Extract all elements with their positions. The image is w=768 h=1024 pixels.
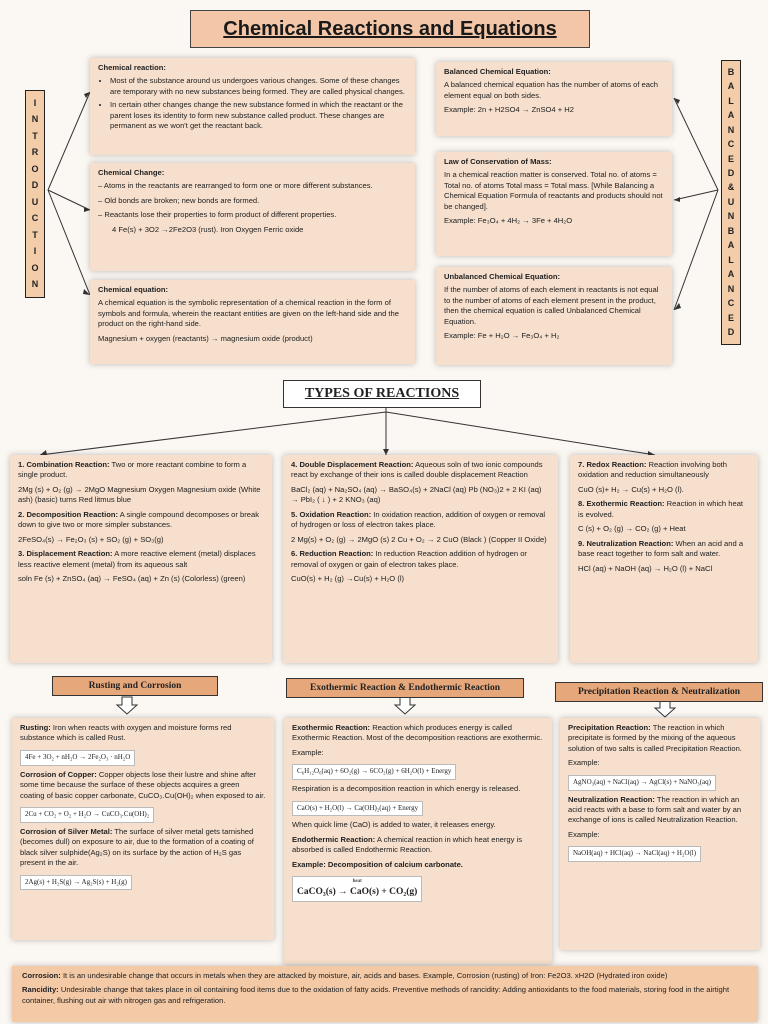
oxidation-title: 5. Oxidation Reaction:: [291, 509, 372, 519]
vertical-letter: &: [727, 182, 735, 193]
neutralization-title: 9. Neutralization Reaction:: [578, 538, 674, 548]
vertical-letter: E: [727, 153, 734, 164]
chemical-reaction-heading: Chemical reaction:: [98, 63, 166, 72]
precipitation-neutralization-label: Precipitation Reaction & Neutralization: [555, 682, 763, 702]
types-column-2: [283, 455, 558, 663]
vertical-letter: U: [727, 196, 735, 207]
neutralization-text: When an acid and a base react together to form salt and water.: [578, 538, 744, 559]
vertical-letter: T: [32, 130, 38, 141]
vertical-letter: A: [727, 81, 735, 92]
vertical-letter: A: [727, 110, 735, 121]
vertical-letter: I: [33, 97, 37, 108]
types-of-reactions-title: TYPES OF REACTIONS: [283, 380, 481, 408]
precipitation-equation: AgNO₃(aq) + NaCl(aq) → AgCl(s) + NaNO₃(aq): [568, 775, 716, 791]
balanced-equation-box: [436, 62, 672, 136]
chemical-equation-box: [90, 280, 415, 364]
combination-title: 1. Combination Reaction:: [18, 460, 110, 469]
vertical-letter: A: [727, 240, 735, 251]
vertical-letter: B: [727, 66, 735, 77]
vertical-letter: O: [31, 262, 39, 273]
vertical-letter: N: [727, 283, 735, 294]
exothermic-reaction-title: Exothermic Reaction:: [292, 723, 371, 732]
rusting-corrosion-label: Rusting and Corrosion: [52, 676, 218, 696]
footer-box: [12, 966, 758, 1022]
vertical-letter: N: [31, 114, 39, 125]
unbalanced-text: If the number of atoms of each element in reactants is not equal to the number of atoms of each element present in the product, then the chemical equation is called Unbalanced Chemical Equation.: [444, 285, 659, 326]
conservation-heading: Law of Conservation of Mass:: [444, 157, 552, 166]
copper-corrosion-equation: 2Cu + CO₂ + O₂ + H₂O → CuCO₃.Cu(OH)₂: [20, 807, 154, 823]
chemical-change-example: 4 Fe(s) + 3O2 →2Fe2O3 (rust). Iron Oxygen Ferric oxide: [112, 224, 304, 234]
balanced-equation-heading: Balanced Chemical Equation:: [444, 67, 551, 76]
exothermic-text: Reaction in which heat is evolved.: [578, 499, 744, 519]
chemical-change-heading: Chemical Change:: [98, 168, 165, 177]
chemical-reaction-bullet-2: • In certain other changes change the new substance formed in which the reactant or the parent loses its identity to form new substance called product. These changes are permanent as we won't get the reactant back.: [110, 100, 407, 131]
respiration-text: Respiration is a decomposition reaction in which energy is released.: [292, 784, 521, 794]
conservation-example: Example: Fe₃O₄ + 4H₂ → 3Fe + 4H₂O: [444, 216, 573, 226]
combination-equation: 2Mg (s) + O₂ (g) → 2MgO Magnesium Oxygen Magnesium oxide (White ash) (basic) turns Red litmus blue: [18, 484, 261, 505]
vertical-letter: N: [727, 124, 735, 135]
vertical-letter: T: [32, 229, 38, 240]
neutralization-example-label: Example:: [568, 829, 600, 839]
quick-lime-equation: CaO(s) + H₂O(l) → Ca(OH)₂(aq) + Energy: [292, 801, 423, 817]
double-displacement-text: Aqueous soln of two ionic compounds react by exchange of their ions is called double displacement Reaction: [291, 460, 543, 480]
redox-text: Reaction involving both oxidation and reduction simultaneously: [578, 460, 728, 480]
rusting-text: Iron when reacts with oxygen and moisture forms red substance which is called Rust.: [20, 723, 232, 743]
vertical-letter: I: [33, 246, 37, 257]
displacement-equation: soln Fe (s) + ZnSO₄ (aq) → FeSO₄ (aq) + Zn (s) (Colorless) (green): [18, 574, 246, 584]
precipitation-box: [560, 718, 760, 950]
copper-corrosion-text: Copper objects lose their lustre and shine after some time because the surface of these objects acquires a green coating of basic copper carbonate, CuCO₃.Cu(OH)₂ when exposed to air.: [20, 769, 266, 800]
chemical-reaction-bullet-1: • Most of the substance around us undergoes various changes. Some of these changes are temporary with no new substances being formed. They are called physical changes.: [110, 76, 407, 97]
silver-corrosion-equation: 2Ag(s) + H₂S(g) → Ag₂S(s) + H₂(g): [20, 875, 132, 891]
exothermic-example-label: Example:: [292, 747, 324, 757]
corrosion-title: Corrosion:: [22, 971, 61, 980]
oxidation-equation: 2 Mg(s) + O₂ (g) → 2MgO (s) 2 Cu + O₂ → 2 CuO (Black ) (Copper II Oxide): [291, 534, 547, 544]
precipitation-title: Precipitation Reaction:: [568, 723, 651, 732]
vertical-letter: D: [31, 180, 39, 191]
vertical-letter: C: [727, 298, 735, 309]
reduction-equation: CuO(s) + H₂ (g) →Cu(s) + H₂O (l): [291, 574, 405, 584]
calcium-carbonate-equation-text: CaCO₃(s) → CaO(s) + CO₂(g): [297, 886, 418, 897]
reduction-title: 6. Reduction Reaction:: [291, 549, 374, 559]
vertical-letter: C: [727, 139, 735, 150]
vertical-letter: D: [727, 168, 735, 179]
chemical-change-line-2: – Old bonds are broken; new bonds are formed.: [98, 195, 260, 205]
corrosion-text: It is an undesirable change that occurs in metals when they are attacked by moisture, air, acids and bases. Example, Corrosion (rusting) of Iron: Fe2O3. xH2O (Hydrated iron oxide): [62, 971, 668, 980]
double-displacement-equation: BaCl₂ (aq) + Na₂SO₄ (aq) → BaSO₄(s) + 2NaCl (aq) Pb (NO₃)2 + 2 KI (aq) → PbI₂ ( ↓ ) + 2 KNO₃ (aq): [291, 484, 542, 505]
precipitation-text: The reaction in which precipitate is formed by the mixing of the aqueous solution of two salts is called Precipitation Reaction.: [568, 723, 742, 753]
conservation-of-mass-box: [436, 152, 672, 256]
thermic-box: [284, 718, 552, 964]
introduction-vertical-label: [25, 90, 45, 298]
displacement-title: 3. Displacement Reaction:: [18, 549, 113, 559]
decomposition-text: A single compound decomposes or break down to give two or more simpler substances.: [18, 509, 260, 530]
types-column-1: [10, 455, 272, 663]
balanced-equation-example: Example: 2n + H2SO4 → ZnSO4 + H2: [444, 105, 574, 115]
types-column-3: [570, 455, 758, 663]
vertical-letter: E: [727, 312, 734, 323]
oxidation-text: In oxidation reaction, addition of oxygen or removal of hydrogen or loss of electron takes place.: [291, 509, 546, 530]
rancidity-title: Rancidity:: [22, 985, 59, 995]
chemical-reaction-box: [90, 58, 415, 155]
vertical-letter: N: [727, 211, 735, 222]
chemical-change-line-3: – Reactants lose their properties to form product of different properties.: [98, 210, 337, 220]
heat-label: heat: [352, 879, 362, 885]
rancidity-text: Undesirable change that takes place in oil containing food items due to the oxidation of fatty acids. Preventive methods of rancidity: Adding antioxidants to the food materials, storing food in the airtight container, flushing out air with nitrogen gas and refrigeration.: [22, 985, 730, 1005]
vertical-letter: C: [31, 213, 39, 224]
vertical-letter: U: [31, 196, 39, 207]
redox-equation: CuO (s)+ H₂ → Cu(s) + H₂O (l).: [578, 484, 684, 494]
unbalanced-example: Example: Fe + H₂O → Fe₃O₄ + H₂: [444, 331, 560, 341]
vertical-letter: L: [728, 95, 734, 106]
exothermic-reaction-text: Reaction which produces energy is called Exothermic Reaction. Most of the decomposition reactions are exothermic.: [292, 723, 543, 743]
chemical-change-line-1: – Atoms in the reactants are rearranged to form one or more different substances.: [98, 181, 373, 191]
combination-text: Two or more reactant combine to form a single product.: [18, 460, 247, 480]
exothermic-title: 8. Exothermic Reaction:: [578, 499, 665, 509]
exothermic-equation: C (s) + O₂ (g) → CO₂ (g) + Heat: [578, 524, 686, 534]
decomposition-equation: 2FeSO₄(s) → Fe₂O₃ (s) + SO₂ (g) + SO₃(g): [18, 534, 164, 544]
vertical-letter: D: [727, 327, 735, 338]
neutralization-equation: HCl (aq) + NaOH (aq) → H₂O (l) + NaCl: [578, 563, 713, 573]
chemical-change-box: [90, 163, 415, 271]
reduction-text: In reduction Reaction addition of hydrogen or removal of oxygen or gain of electron takes place.: [291, 549, 527, 569]
neutralization-reaction-title: Neutralization Reaction:: [568, 794, 655, 804]
neutralization-equation: NaOH(aq) + HCl(aq) → NaCl(aq) + H₂O(l): [568, 846, 701, 862]
chemical-equation-heading: Chemical equation:: [98, 285, 169, 294]
vertical-letter: N: [31, 279, 39, 290]
precipitation-example-label: Example:: [568, 758, 600, 768]
silver-corrosion-title: Corrosion of Silver Metal:: [20, 826, 113, 836]
chemical-equation-text: A chemical equation is the symbolic representation of a chemical reaction in the form of symbols and formula, wherein the reactant entities are given on the left-hand side and the product on the right-hand side.: [98, 298, 399, 329]
rusting-corrosion-box: [12, 718, 274, 940]
balanced-unbalanced-vertical-label: [721, 60, 741, 345]
unbalanced-heading: Unbalanced Chemical Equation:: [444, 272, 561, 281]
glucose-equation: C₆H₁₂O₆(aq) + 6O₂(g) → 6CO₂(g) + 6H₂O(l) + Energy: [292, 764, 456, 780]
decomposition-title: 2. Decomposition Reaction:: [18, 509, 118, 519]
redox-title: 7. Redox Reaction:: [578, 460, 647, 469]
vertical-letter: A: [727, 269, 735, 280]
endothermic-reaction-text: A chemical reaction in which heat energy is absorbed is called Endothermic Reaction.: [292, 834, 523, 855]
vertical-letter: O: [31, 163, 39, 174]
copper-corrosion-title: Corrosion of Copper:: [20, 769, 97, 779]
calcium-carbonate-equation: [292, 876, 422, 902]
rusting-equation: 4Fe + 3O₂ + nH₂O → 2Fe₂O₃ · nH₂O: [20, 750, 135, 766]
endothermic-example-label: Example: Decomposition of calcium carbonate.: [292, 859, 463, 869]
endothermic-reaction-title: Endothermic Reaction:: [292, 834, 376, 844]
displacement-text: A more reactive element (metal) displaces less reactive element (metal) from its aqueous salt: [18, 549, 256, 569]
silver-corrosion-text: The surface of silver metal gets tarnished (becomes dull) on exposure to air, due to the formation of a coating of black silver sulphide(Ag₂S) on its surface by the action of H₂S gas present in the air.: [20, 826, 254, 868]
vertical-letter: R: [31, 147, 39, 158]
quick-lime-text: When quick lime (CaO) is added to water, it releases energy.: [292, 820, 496, 830]
page-title: Chemical Reactions and Equations: [190, 10, 590, 48]
chemical-equation-example: Magnesium + oxygen (reactants) → magnesium oxide (product): [98, 333, 313, 343]
conservation-text: In a chemical reaction matter is conserved. Total no. of atoms = Total no. of atoms Total mass = Total mass. [While Balancing a Chemical Equation Formula of reactants and products should not be changed].: [444, 170, 663, 211]
rusting-title: Rusting:: [20, 723, 51, 732]
double-displacement-title: 4. Double Displacement Reaction:: [291, 460, 414, 469]
vertical-letter: B: [727, 225, 735, 236]
thermic-label: Exothermic Reaction & Endothermic Reaction: [286, 678, 524, 698]
neutralization-reaction-text: The reaction in which an acid reacts with a base to form salt and water by an exchange of ions is called Neutralization Reaction.: [568, 794, 742, 825]
unbalanced-equation-box: [436, 267, 672, 365]
vertical-letter: L: [728, 254, 734, 265]
balanced-equation-text: A balanced chemical equation has the number of atoms of each element equal on both sides.: [444, 80, 659, 100]
